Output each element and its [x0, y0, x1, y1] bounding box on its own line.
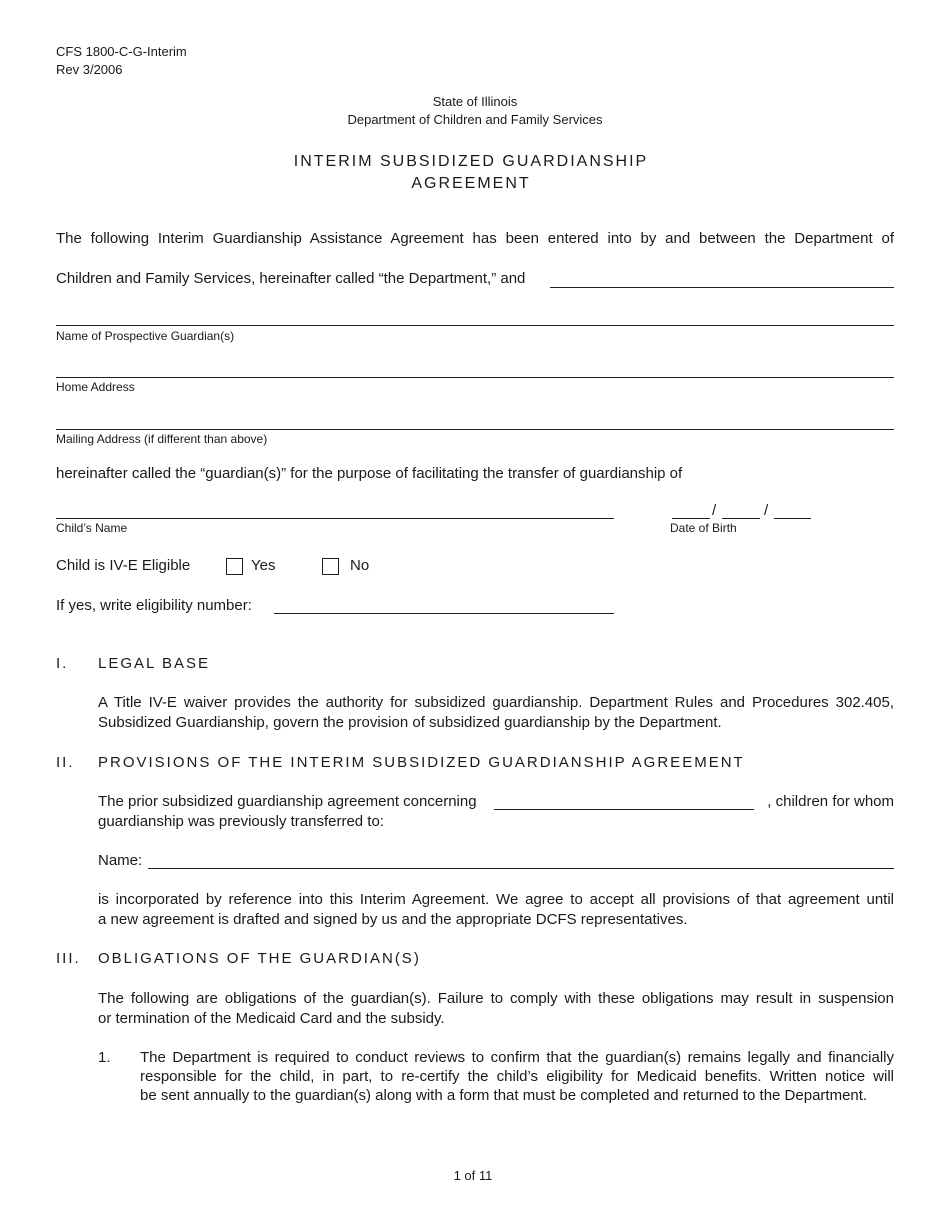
child-name-line[interactable] [56, 518, 614, 519]
iv-e-yes-label: Yes [251, 557, 276, 574]
item-1-line3: be sent annually to the guardian(s) along with a form that must be completed and returned to the Department. [140, 1087, 868, 1104]
prior-agreement-text: The prior subsidized guardianship agreement concerning [98, 793, 477, 810]
prior-agreement-line[interactable] [494, 809, 754, 810]
iv-e-yes-checkbox[interactable] [226, 558, 243, 575]
mailing-address-label: Mailing Address (if different than above) [56, 432, 268, 446]
name-line[interactable] [148, 868, 894, 869]
agency-department: Department of Children and Family Services [347, 112, 603, 127]
eligibility-number-label: If yes, write eligibility number: [56, 597, 252, 614]
guardian-name-label: Name of Prospective Guardian(s) [56, 329, 235, 343]
item-1-line1: The Department is required to conduct reviews to confirm that the guardian(s) remains legally and financially [140, 1049, 894, 1066]
form-id: CFS 1800-C-G-Interim [56, 44, 187, 59]
party-name-line[interactable] [550, 287, 894, 288]
dob-year-line[interactable] [774, 518, 811, 519]
dob-month-line[interactable] [672, 518, 710, 519]
guardian-name-line[interactable] [56, 325, 894, 326]
page-title-line2: AGREEMENT [411, 175, 531, 192]
item-1-number: 1. [98, 1049, 111, 1066]
section-3-number: III. [56, 950, 81, 967]
incorporation-line2: a new agreement is drafted and signed by us and the appropriate DCFS representatives. [98, 911, 688, 928]
page-number: 1 of 11 [453, 1168, 493, 1183]
iv-e-no-checkbox[interactable] [322, 558, 339, 575]
eligibility-number-line[interactable] [274, 613, 614, 614]
home-address-line[interactable] [56, 377, 894, 378]
prior-agreement-end: , children for whom [767, 793, 894, 810]
transfer-sentence: hereinafter called the “guardian(s)” for the purpose of facilitating the transfer of guardianship of [56, 465, 683, 482]
dob-separator: / [712, 502, 717, 519]
home-address-label: Home Address [56, 380, 135, 394]
agency-state: State of Illinois [432, 94, 518, 109]
section-2-number: II. [56, 754, 75, 771]
intro-line2: Children and Family Services, hereinafter called “the Department,” and [56, 270, 526, 287]
dob-separator-2: / [764, 502, 769, 519]
prior-agreement-line2: guardianship was previously transferred to: [98, 813, 384, 830]
dob-label: Date of Birth [670, 521, 737, 535]
incorporation-line1: is incorporated by reference into this Interim Agreement. We agree to accept all provisions of that agreement until [98, 891, 894, 908]
child-name-label: Child’s Name [56, 521, 128, 535]
section-1-heading: LEGAL BASE [98, 655, 210, 672]
item-1-line2: responsible for the child, in part, to re-certify the child’s eligibility for Medicaid benefits. Written notice will [140, 1068, 894, 1085]
section-2-heading: PROVISIONS OF THE INTERIM SUBSIDIZED GUARDIANSHIP AGREEMENT [98, 754, 745, 771]
intro-line1: The following Interim Guardianship Assistance Agreement has been entered into by and between the Department of [56, 230, 894, 247]
iv-e-label: Child is IV-E Eligible [56, 557, 191, 574]
name-label: Name: [98, 852, 143, 869]
section-1-body-line2: Subsidized Guardianship, govern the provision of subsidized guardianship by the Department. [98, 714, 722, 731]
mailing-address-line[interactable] [56, 429, 894, 430]
dob-day-line[interactable] [722, 518, 760, 519]
section-3-body-line1: The following are obligations of the guardian(s). Failure to comply with these obligations may result in suspension [98, 990, 894, 1007]
section-3-body-line2: or termination of the Medicaid Card and the subsidy. [98, 1010, 445, 1027]
iv-e-no-label: No [350, 557, 370, 574]
page-title: INTERIM SUBSIDIZED GUARDIANSHIP [293, 153, 649, 170]
section-1-body-line1: A Title IV-E waiver provides the authority for subsidized guardianship. Department Rules and Procedures 302.405, [98, 694, 894, 711]
section-3-heading: OBLIGATIONS OF THE GUARDIAN(S) [98, 950, 421, 967]
revision: Rev 3/2006 [56, 62, 123, 77]
section-1-number: I. [56, 655, 69, 672]
